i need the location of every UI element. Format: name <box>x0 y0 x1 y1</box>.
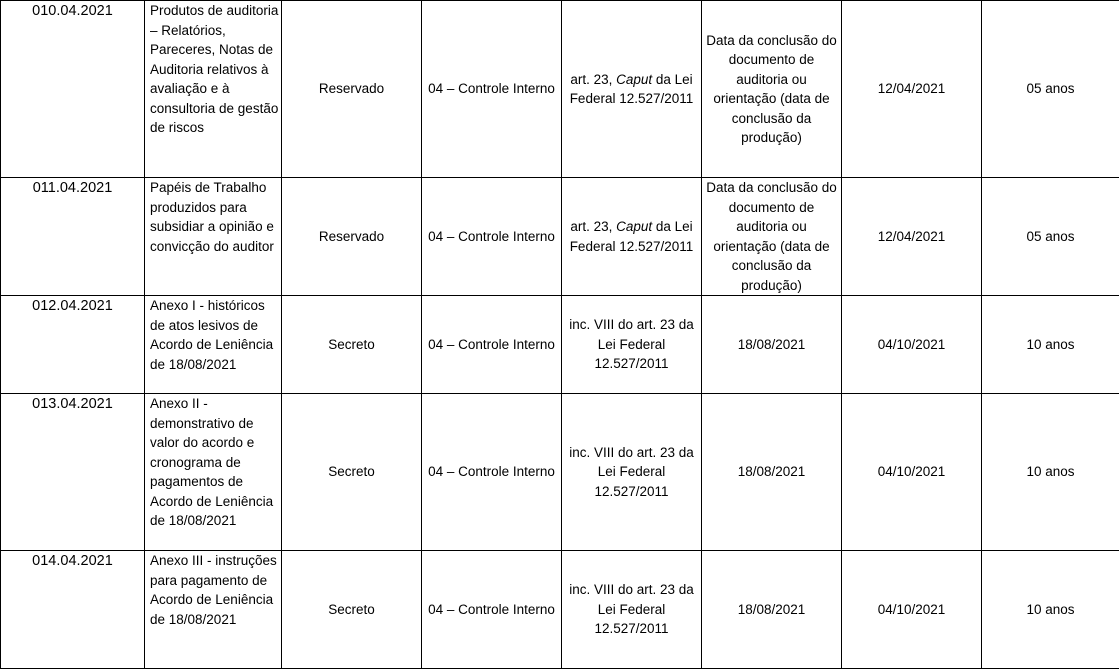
document-description: Anexo III - instruções para pagamento de Acordo de Leniência de 18/08/2021 <box>145 551 282 669</box>
production-date: 18/08/2021 <box>702 394 842 551</box>
document-id: 014.04.2021 <box>1 551 145 669</box>
document-id: 010.04.2021 <box>1 1 145 178</box>
document-description: Anexo I - históricos de atos lesivos de Acordo de Leniência de 18/08/2021 <box>145 296 282 394</box>
category: 04 – Controle Interno <box>422 178 562 296</box>
document-id: 011.04.2021 <box>1 178 145 296</box>
document-description: Anexo II - demonstrativo de valor do acordo e cronograma de pagamentos de Acordo de Leniência de 18/08/2021 <box>145 394 282 551</box>
legal-basis-emphasis: Caput <box>616 219 652 234</box>
category: 04 – Controle Interno <box>422 1 562 178</box>
classification-level: Reservado <box>282 1 422 178</box>
document-id: 013.04.2021 <box>1 394 145 551</box>
production-date: Data da conclusão do documento de auditoria ou orientação (data de conclusão da produção) <box>702 1 842 178</box>
document-description: Produtos de auditoria – Relatórios, Pareceres, Notas de Auditoria relativos à avaliação e à consultoria de gestão de riscos <box>145 1 282 178</box>
table-row <box>1 296 1119 394</box>
secrecy-term: 10 anos <box>982 394 1119 551</box>
classification-date: 12/04/2021 <box>842 178 982 296</box>
category: 04 – Controle Interno <box>422 394 562 551</box>
document-description: Papéis de Trabalho produzidos para subsidiar a opinião e convicção do auditor <box>145 178 282 296</box>
classification-date: 04/10/2021 <box>842 296 982 394</box>
secrecy-term: 05 anos <box>982 178 1119 296</box>
classification-level: Secreto <box>282 296 422 394</box>
legal-basis-prefix: inc. VIII do art. 23 da Lei Federal 12.527/2011 <box>569 445 694 499</box>
legal-basis-prefix: inc. VIII do art. 23 da Lei Federal 12.527/2011 <box>569 582 694 636</box>
legal-basis-prefix: art. 23, <box>570 72 616 87</box>
category: 04 – Controle Interno <box>422 296 562 394</box>
classification-date: 12/04/2021 <box>842 1 982 178</box>
legal-basis-emphasis: Caput <box>616 72 652 87</box>
classification-date: 04/10/2021 <box>842 551 982 669</box>
table-row <box>1 1 1119 178</box>
secrecy-term: 10 anos <box>982 551 1119 669</box>
classification-level: Reservado <box>282 178 422 296</box>
table-row <box>1 394 1119 551</box>
legal-basis-suffix: da Lei Federal 12.527/2011 <box>570 219 694 254</box>
production-date: Data da conclusão do documento de auditoria ou orientação (data de conclusão da produção) <box>702 178 842 296</box>
legal-basis <box>562 394 702 551</box>
table-row <box>1 551 1119 669</box>
legal-basis <box>562 178 702 296</box>
production-date: 18/08/2021 <box>702 551 842 669</box>
legal-basis-prefix: inc. VIII do art. 23 da Lei Federal 12.527/2011 <box>569 317 694 371</box>
legal-basis-suffix: da Lei Federal 12.527/2011 <box>570 72 694 107</box>
document-id: 012.04.2021 <box>1 296 145 394</box>
production-date: 18/08/2021 <box>702 296 842 394</box>
classification-date: 04/10/2021 <box>842 394 982 551</box>
classification-level: Secreto <box>282 394 422 551</box>
secrecy-term: 05 anos <box>982 1 1119 178</box>
table-row <box>1 178 1119 296</box>
legal-basis <box>562 296 702 394</box>
legal-basis <box>562 1 702 178</box>
legal-basis <box>562 551 702 669</box>
legal-basis-prefix: art. 23, <box>570 219 616 234</box>
category: 04 – Controle Interno <box>422 551 562 669</box>
classification-level: Secreto <box>282 551 422 669</box>
secrecy-term: 10 anos <box>982 296 1119 394</box>
